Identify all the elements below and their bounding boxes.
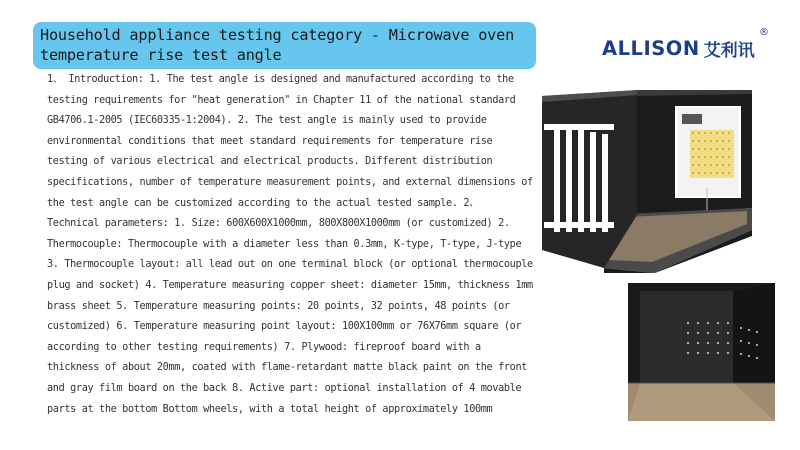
registered-mark: ® [759,27,769,38]
test-angle-inside-photo [628,283,775,421]
test-angle-corner-photo [542,90,754,273]
brand-logo [602,27,772,63]
description-text: 1、 Introduction: 1. The test angle is designed and manufactured according to the testing requirements for "heat generation" in Chapter 11 of the national standard GB4706.1-2005 (IEC60335-1:2004). 2. The test angle is mainly used to provide environmental conditions that meet standard requirements for temperature rise testing of various electrical and electrical products. Different distribution specifications, number of temperature measurement points, and external dimensions of the test angle can be customized according to the actual tested sample. 2、 Technical parameters: 1. Size: 600X600X1000mm, 800X800X1000mm (or customized) 2. Thermocouple: Thermocouple with a diameter less than 0.3mm, K-type, T-type, J-type 3. Thermocouple layout: all lead out on one terminal block (or optional thermocouple plug and socket) 4. Temperature measuring copper sheet: diameter 15mm, thickness 1mm brass sheet 5. Temperature measuring points: 20 points, 32 points, 48 points (or customized) 6. Temperature measuring point layout: 100X100mm or 76X76mm square (or according to other testing requirements) 7. Plywood: fireproof board with a thickness of about 20mm, coated with flame-retardant matte black paint on the front and gray film board on the back 8. Active part: optional installation of 4 movable parts at the bottom Bottom wheels, with a total height of approximately 100mm [47,74,539,415]
logo-cjk-text: 艾利讯 [703,40,755,61]
page-title: Household appliance testing category - Microwave oven temperature rise test angle [33,22,536,69]
logo-latin-text: ALLISON [602,36,700,60]
